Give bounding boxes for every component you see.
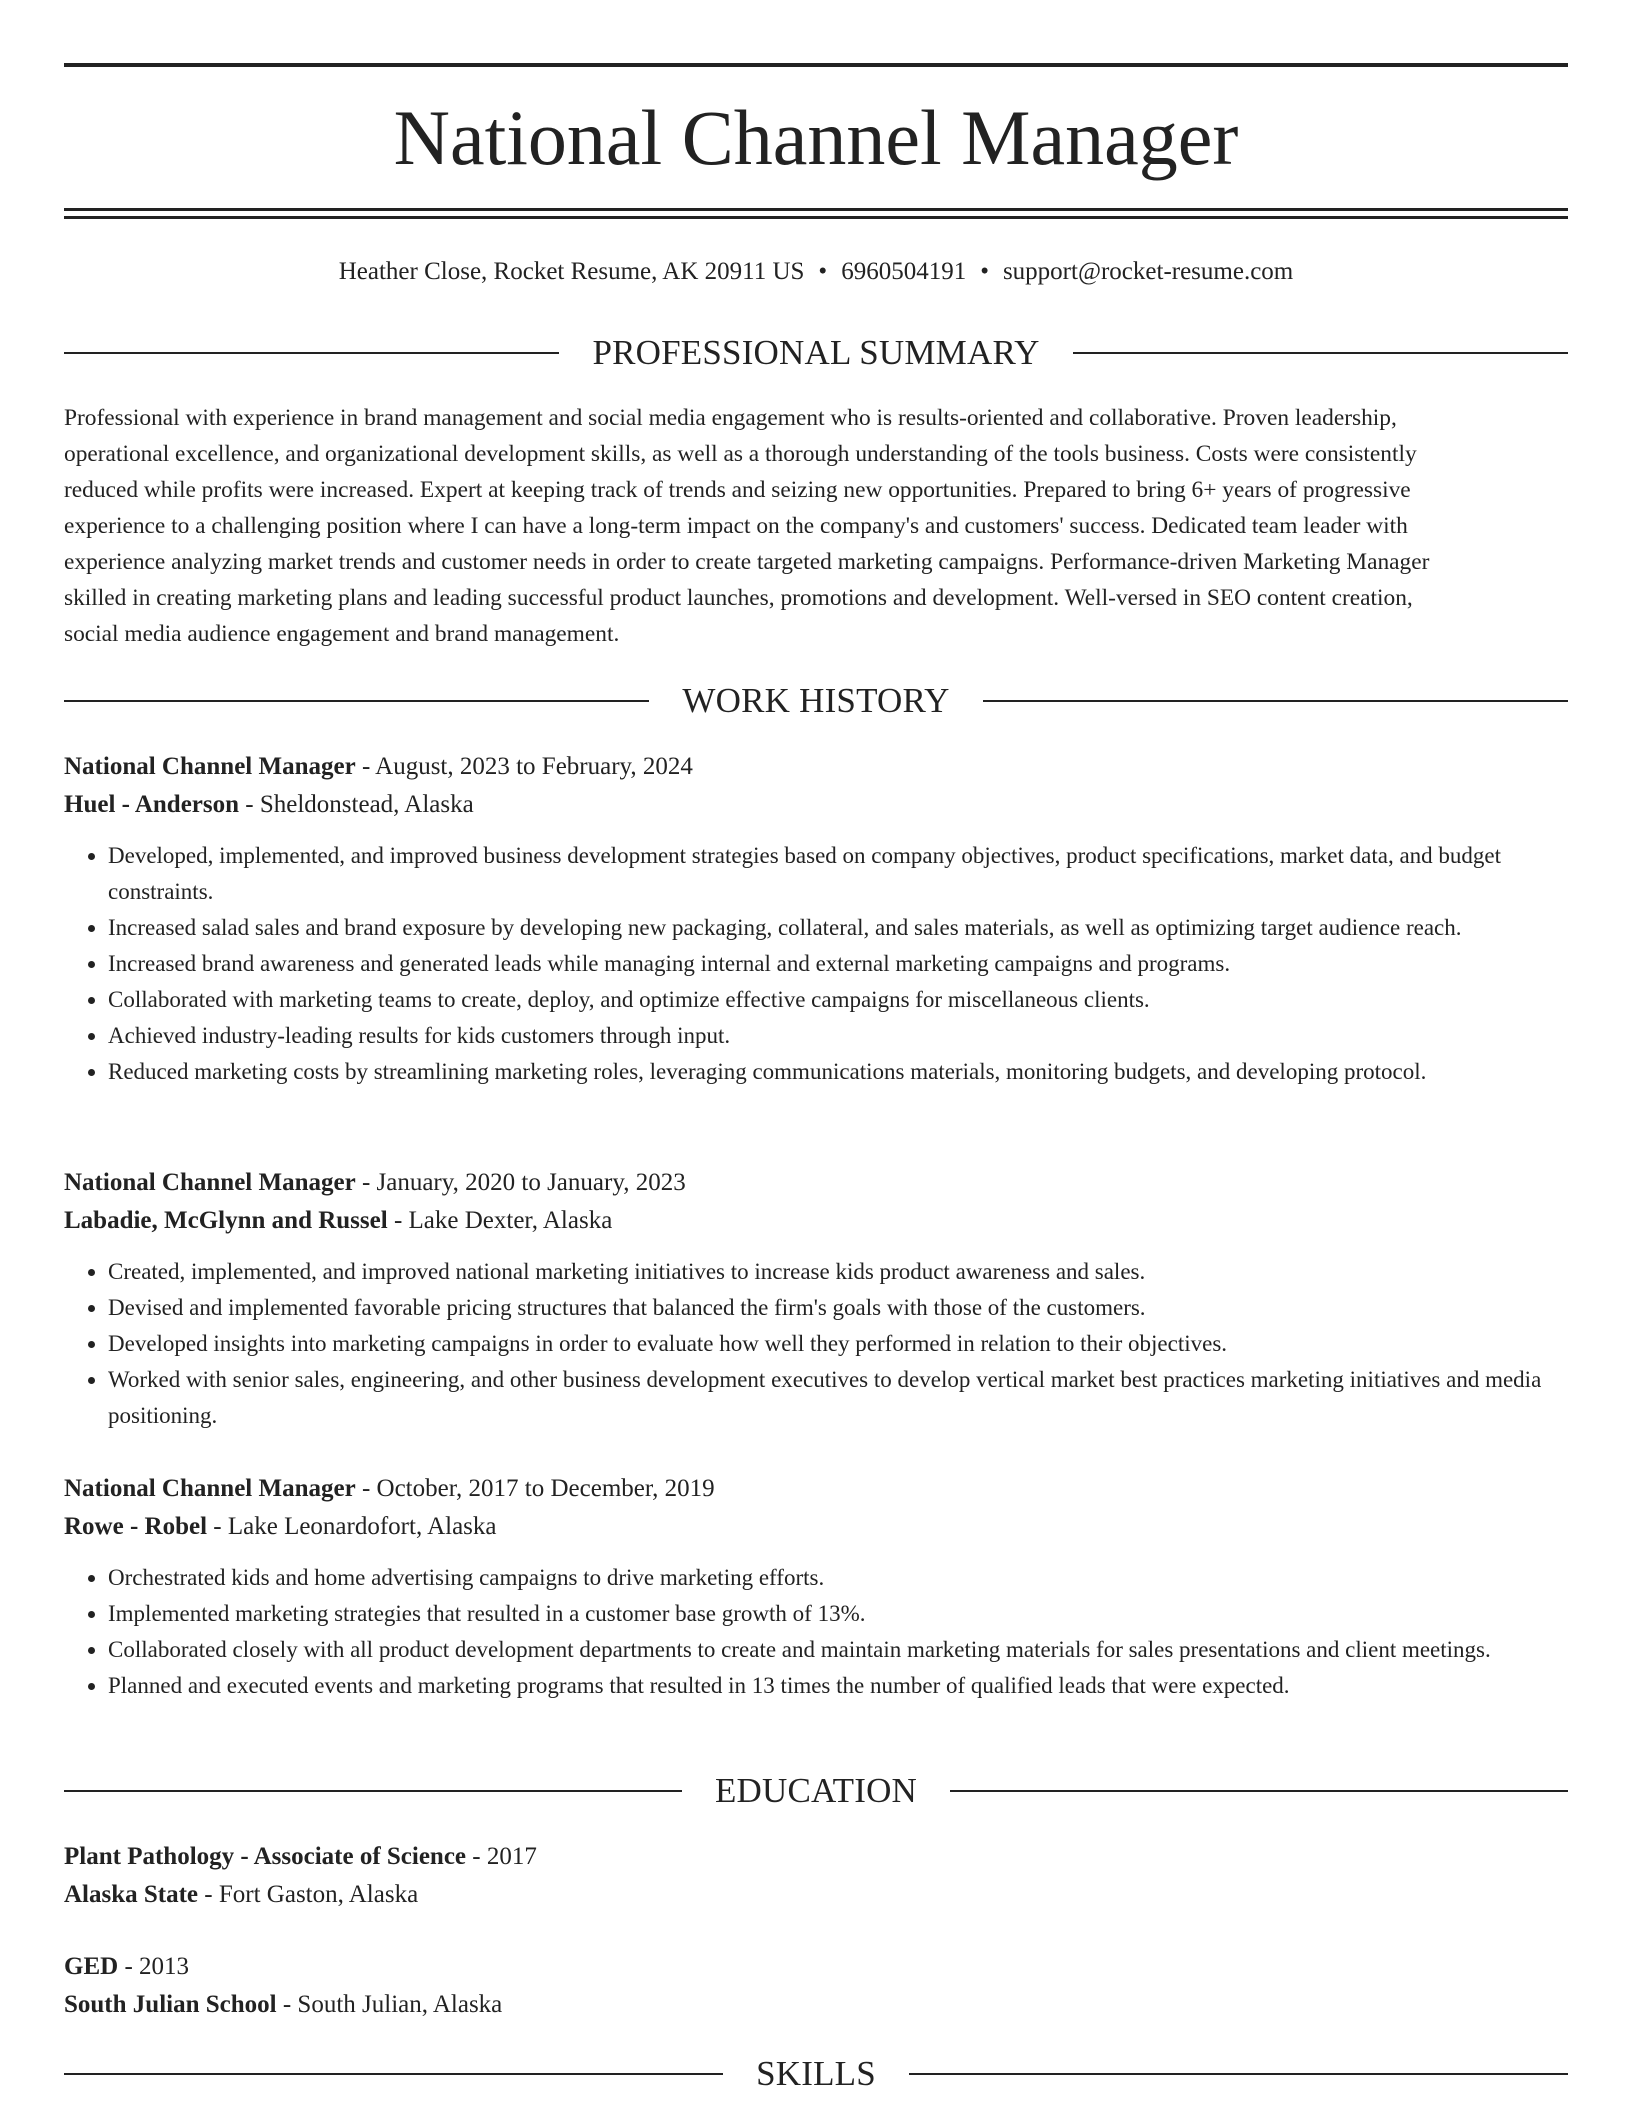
job-location: - Lake Leonardofort, Alaska [207, 1513, 497, 1540]
list-item: • Collaborated with marketing teams to create, deploy, and optimize effective campaigns for miscellaneous clients. [108, 982, 1568, 1018]
header-bottom-rule-second [64, 216, 1568, 219]
job-company: Rowe - Robel [64, 1513, 208, 1540]
school: South Julian School [64, 1991, 277, 2018]
section-heading-education [64, 1768, 1568, 1814]
school-location: - Fort Gaston, Alaska [198, 1881, 419, 1908]
school-line [64, 1876, 1568, 1914]
summary-line: reduced while profits were increased. Expert at keeping track of trends and seizing new opportunities. Prepared to bring 6+ years of progressive [64, 477, 1411, 503]
section-rule-right [983, 700, 1568, 702]
page-title: National Channel Manager [393, 94, 1239, 181]
list-item: • Achieved industry-leading results for kids customers through input. [108, 1018, 1568, 1054]
school-location: - South Julian, Alaska [276, 1991, 503, 2018]
degree: GED [64, 1953, 119, 1980]
list-item: • Developed insights into marketing campaigns in order to evaluate how well they performed in relation to their objectives. [108, 1326, 1568, 1362]
contact-separator: • [818, 258, 828, 285]
job-company-line [64, 1508, 1568, 1546]
job-company-line [64, 1202, 1568, 1240]
job-entry [64, 748, 1568, 1090]
list-item: • Developed, implemented, and improved business development strategies based on company objectives, product specifications, market data, and budget constraints. [108, 838, 1568, 910]
summary-line: operational excellence, and organizational development skills, as well as a thorough understanding of the tools business. Costs were consistently [64, 441, 1417, 467]
contact-phone: 6960504191 [841, 258, 967, 285]
summary-line: experience to a challenging position where I can have a long-term impact on the company's and customers' success. Dedicated team leader with [64, 513, 1408, 539]
list-item: • Worked with senior sales, engineering, and other business development executives to develop vertical market best practices marketing initiatives and media positioning. [108, 1362, 1568, 1434]
job-title-line [64, 1164, 1568, 1202]
degree-line [64, 1838, 1568, 1876]
job-entry [64, 1164, 1568, 1434]
degree: Plant Pathology - Associate of Science [64, 1843, 467, 1870]
section-rule-left [64, 2073, 723, 2075]
contact-line [64, 254, 1568, 290]
school: Alaska State [64, 1881, 199, 1908]
summary-line: skilled in creating marketing plans and leading successful product launches, promotions and development. Well-versed in SEO content creation, [64, 585, 1413, 611]
summary-line: social media audience engagement and brand management. [64, 621, 620, 647]
degree-line [64, 1948, 1568, 1986]
section-title: WORK HISTORY [682, 681, 950, 720]
job-dates: - January, 2020 to January, 2023 [355, 1169, 686, 1196]
section-rule-left [64, 700, 649, 702]
list-item: • Created, implemented, and improved national marketing initiatives to increase kids product awareness and sales. [108, 1254, 1568, 1290]
job-company: Labadie, McGlynn and Russel [64, 1207, 388, 1234]
job-title: National Channel Manager [64, 1169, 356, 1196]
section-rule-left [64, 352, 559, 354]
list-item: • Increased brand awareness and generated leads while managing internal and external marketing campaigns and programs. [108, 946, 1568, 982]
contact-address: Heather Close, Rocket Resume, AK 20911 US [338, 258, 805, 285]
list-item: • Increased salad sales and brand exposure by developing new packaging, collateral, and sales materials, as well as optimizing target audience reach. [108, 910, 1568, 946]
job-title-line [64, 748, 1568, 786]
header-bottom-rule [64, 208, 1568, 211]
job-title: National Channel Manager [64, 1475, 356, 1502]
section-rule-right [909, 2073, 1568, 2075]
job-company-line [64, 786, 1568, 824]
job-company: Huel - Anderson [64, 791, 240, 818]
header-top-rule [64, 63, 1568, 67]
list-item: • Orchestrated kids and home advertising campaigns to drive marketing efforts. [108, 1560, 1568, 1596]
list-item: • Devised and implemented favorable pricing structures that balanced the firm's goals with those of the customers. [108, 1290, 1568, 1326]
job-bullets [64, 1560, 1568, 1704]
job-dates: - October, 2017 to December, 2019 [355, 1475, 715, 1502]
education-entry [64, 1948, 1568, 2024]
section-rule-right [950, 1790, 1568, 1792]
section-heading-skills [64, 2051, 1568, 2097]
summary-line: Professional with experience in brand management and social media engagement who is results-oriented and collaborative. Proven leadership, [64, 405, 1397, 431]
job-bullets [64, 838, 1568, 1090]
contact-separator: • [980, 258, 989, 285]
list-item: • Reduced marketing costs by streamlining marketing roles, leveraging communications materials, monitoring budgets, and developing protocol. [108, 1054, 1568, 1090]
education-entry [64, 1838, 1568, 1914]
section-rule-left [64, 1790, 682, 1792]
summary-paragraph [64, 400, 1568, 652]
degree-year: - 2013 [118, 1953, 190, 1980]
section-title: SKILLS [756, 2054, 876, 2093]
section-title: PROFESSIONAL SUMMARY [592, 333, 1040, 372]
job-location: - Lake Dexter, Alaska [387, 1207, 613, 1234]
summary-line: experience analyzing market trends and customer needs in order to create targeted marketing campaigns. Performance-driven Marketing Manager [64, 549, 1430, 575]
job-title-line [64, 1470, 1568, 1508]
job-location: - Sheldonstead, Alaska [239, 791, 474, 818]
job-entry [64, 1470, 1568, 1704]
job-bullets [64, 1254, 1568, 1434]
contact-email: support@rocket-resume.com [1002, 258, 1294, 285]
section-rule-right [1073, 352, 1568, 354]
degree-year: - 2017 [466, 1843, 537, 1870]
section-title: EDUCATION [714, 1771, 918, 1810]
job-title: National Channel Manager [64, 753, 356, 780]
job-dates: - August, 2023 to February, 2024 [355, 753, 693, 780]
section-heading-work [64, 678, 1568, 724]
school-line [64, 1986, 1568, 2024]
section-heading-summary [64, 330, 1568, 376]
list-item: • Planned and executed events and marketing programs that resulted in 13 times the number of qualified leads that were expected. [108, 1668, 1568, 1704]
list-item: • Implemented marketing strategies that resulted in a customer base growth of 13%. [108, 1596, 1568, 1632]
list-item: • Collaborated closely with all product development departments to create and maintain marketing materials for sales presentations and client meetings. [108, 1632, 1568, 1668]
